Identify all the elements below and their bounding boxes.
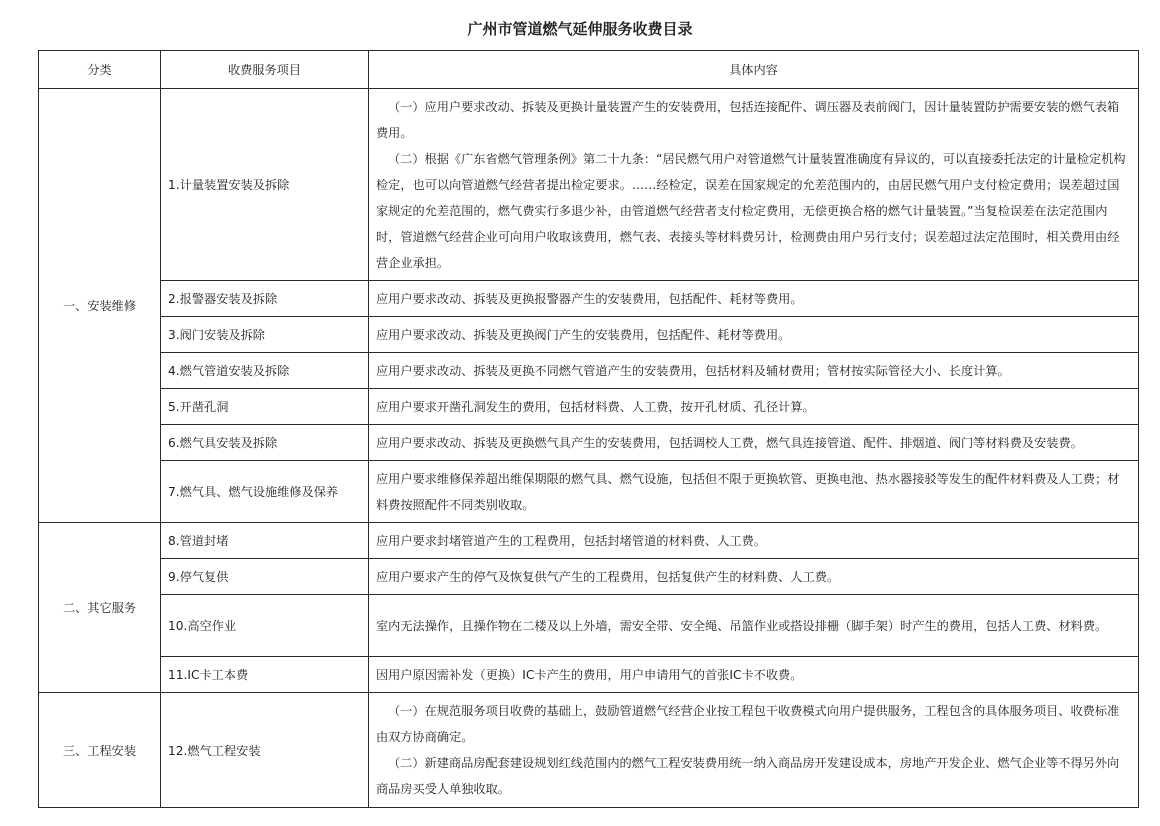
item-cell: 7.燃气具、燃气设施维修及保养 xyxy=(161,461,369,523)
content-paragraph: （二）新建商品房配套建设规划红线范围内的燃气工程安装费用统一纳入商品房开发建设成本，房地产开发企业、燃气企业等不得另外向商品房买受人单独收取。 xyxy=(376,756,1120,796)
content-cell: 因用户原因需补发（更换）IC卡产生的费用，用户申请用气的首张IC卡不收费。 xyxy=(369,657,1139,693)
table-row xyxy=(39,559,1139,595)
content-cell: 应用户要求封堵管道产生的工程费用，包括封堵管道的材料费、人工费。 xyxy=(369,523,1139,559)
item-cell: 8.管道封堵 xyxy=(161,523,369,559)
header-content: 具体内容 xyxy=(369,51,1139,89)
item-cell: 2.报警器安装及拆除 xyxy=(161,281,369,317)
header-category: 分类 xyxy=(39,51,161,89)
category-cell: 一、安装维修 xyxy=(39,89,161,523)
page-title: 广州市管道燃气延伸服务收费目录 xyxy=(467,20,693,38)
content-cell xyxy=(369,89,1139,281)
item-cell: 10.高空作业 xyxy=(161,595,369,657)
content-cell: 应用户要求改动、拆装及更换阀门产生的安装费用，包括配件、耗材等费用。 xyxy=(369,317,1139,353)
content-paragraph: （一）应用户要求改动、拆装及更换计量装置产生的安装费用，包括连接配件、调压器及表前阀门，因计量装置防护需要安装的燃气表箱费用。 xyxy=(376,99,1120,140)
table-row xyxy=(39,317,1139,353)
header-item: 收费服务项目 xyxy=(161,51,369,89)
table-row xyxy=(39,389,1139,425)
content-cell: 应用户要求开凿孔洞发生的费用，包括材料费、人工费，按开孔材质、孔径计算。 xyxy=(369,389,1139,425)
item-cell: 3.阀门安装及拆除 xyxy=(161,317,369,353)
table-row xyxy=(39,425,1139,461)
content-cell xyxy=(369,693,1139,808)
content-paragraph: （二）根据《广东省燃气管理条例》第二十九条：“居民燃气用户对管道燃气计量装置准确度有异议的，可以直接委托法定的计量检定机构检定，也可以向管道燃气经营者提出检定要求。……经检定，误差在国家规定的允差范围内的，由居民燃气用户支付检定费用；误差超过国家规定的允差范围的，燃气费实行多退少补，由管道燃气经营者支付检定费用，无偿更换合格的燃气计量装置。”当复检误差在法定范围内时，管道燃气经营企业可向用户收取该费用，燃气表、表接头等材料费另计，检测费由用户另行支付；误差超过法定范围时，相关费用由经营企业承担。 xyxy=(376,151,1126,270)
content-cell: 室内无法操作，且操作物在二楼及以上外墙，需安全带、安全绳、吊篮作业或搭设排栅（脚手架）时产生的费用，包括人工费、材料费。 xyxy=(369,595,1139,657)
category-cell: 二、其它服务 xyxy=(39,523,161,693)
category-cell: 三、工程安装 xyxy=(39,693,161,808)
item-cell: 6.燃气具安装及拆除 xyxy=(161,425,369,461)
content-cell: 应用户要求改动、拆装及更换燃气具产生的安装费用，包括调校人工费，燃气具连接管道、配件、排烟道、阀门等材料费及安装费。 xyxy=(369,425,1139,461)
content-cell: 应用户要求改动、拆装及更换不同燃气管道产生的安装费用，包括材料及辅材费用；管材按实际管径大小、长度计算。 xyxy=(369,353,1139,389)
item-cell: 1.计量装置安装及拆除 xyxy=(161,89,369,281)
table-row xyxy=(39,461,1139,523)
item-cell: 9.停气复供 xyxy=(161,559,369,595)
content-cell: 应用户要求产生的停气及恢复供气产生的工程费用，包括复供产生的材料费、人工费。 xyxy=(369,559,1139,595)
item-cell: 4.燃气管道安装及拆除 xyxy=(161,353,369,389)
content-paragraph: （一）在规范服务项目收费的基础上，鼓励管道燃气经营企业按工程包干收费模式向用户提供服务，工程包含的具体服务项目、收费标准由双方协商确定。 xyxy=(376,704,1120,744)
table-header-row xyxy=(39,51,1139,89)
item-cell: 5.开凿孔洞 xyxy=(161,389,369,425)
table-row xyxy=(39,281,1139,317)
content-cell: 应用户要求维修保养超出维保期限的燃气具、燃气设施，包括但不限于更换软管、更换电池、热水器接驳等发生的配件材料费及人工费；材料费按照配件不同类别收取。 xyxy=(369,461,1139,523)
item-cell: 11.IC卡工本费 xyxy=(161,657,369,693)
fee-table xyxy=(38,50,1139,808)
table-row xyxy=(39,693,1139,808)
content-cell: 应用户要求改动、拆装及更换报警器产生的安装费用，包括配件、耗材等费用。 xyxy=(369,281,1139,317)
table-row xyxy=(39,89,1139,281)
table-row xyxy=(39,353,1139,389)
table-row xyxy=(39,657,1139,693)
item-cell: 12.燃气工程安装 xyxy=(161,693,369,808)
table-row xyxy=(39,523,1139,559)
table-row xyxy=(39,595,1139,657)
